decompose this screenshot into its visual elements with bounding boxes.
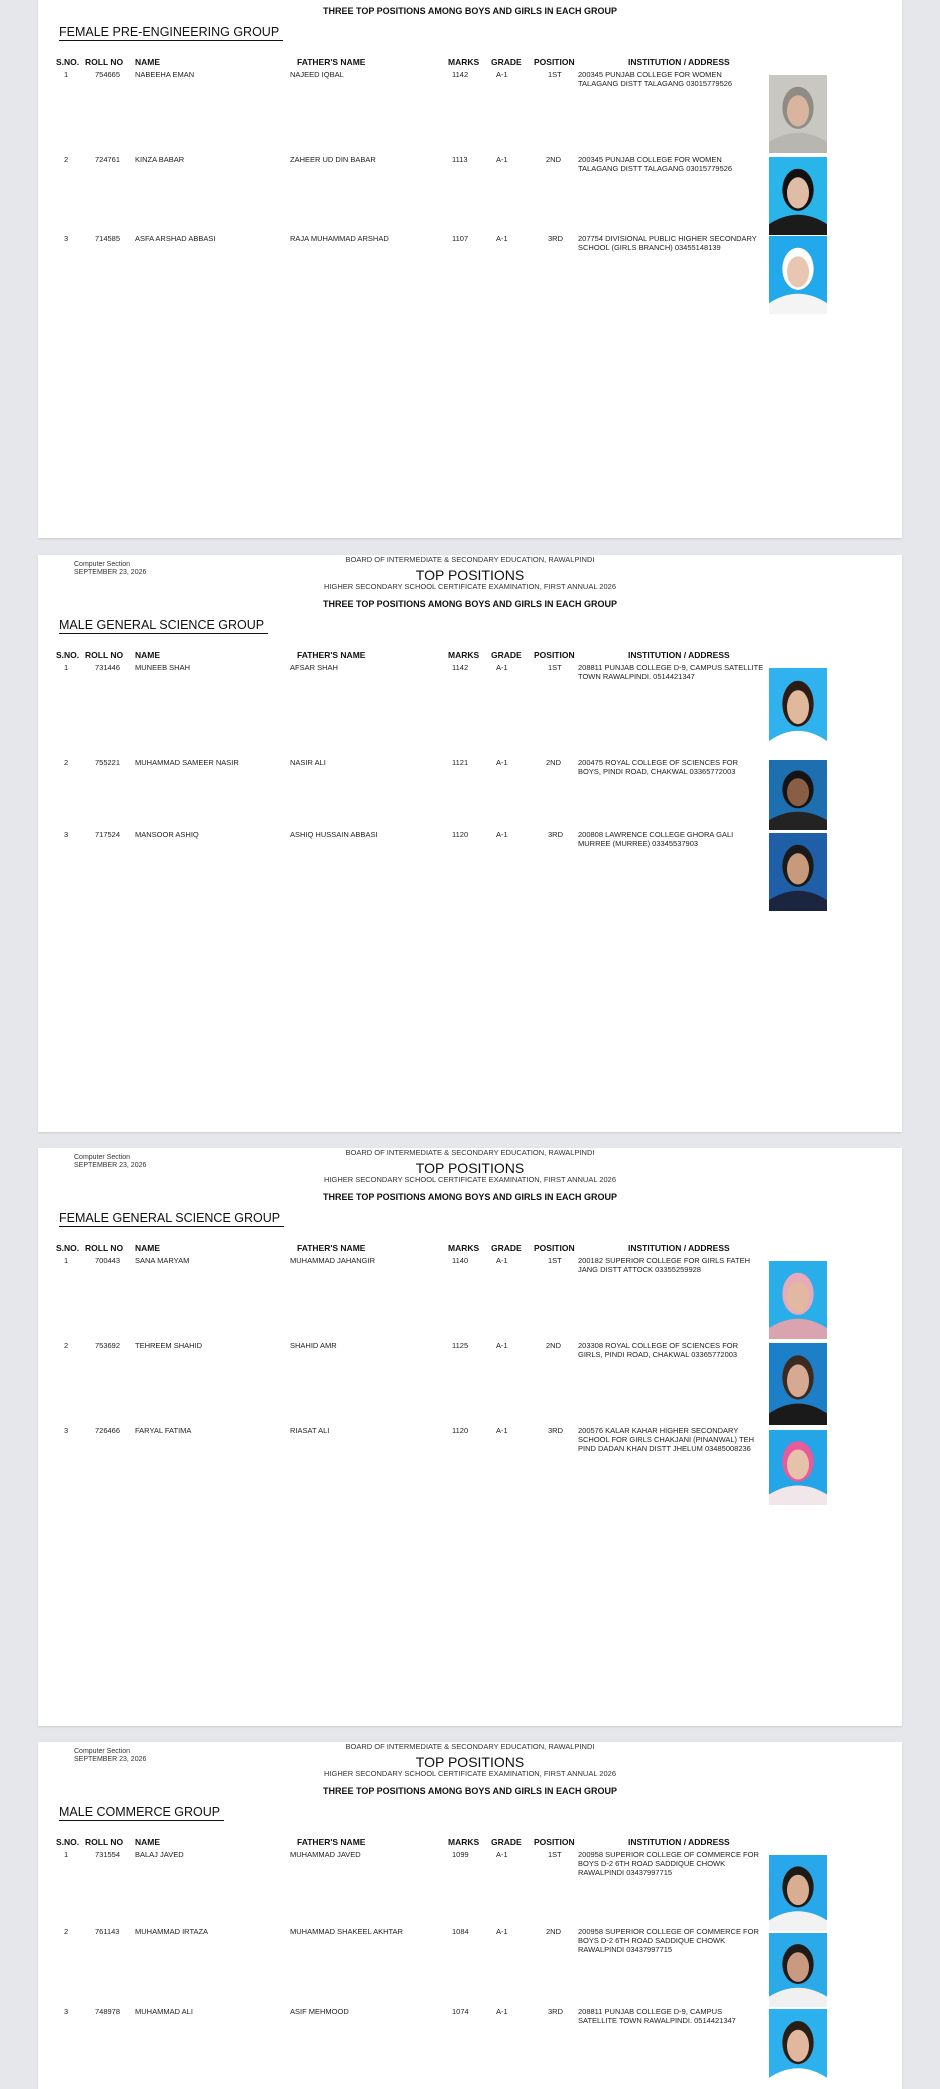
cell-father: ASHIQ HUSSAIN ABBASI xyxy=(290,830,378,839)
face-shape xyxy=(787,778,809,806)
shoulders-shape xyxy=(769,215,827,235)
board-title: BOARD OF INTERMEDIATE & SECONDARY EDUCATION, RAWALPINDI xyxy=(345,555,595,564)
cell-name: MUHAMMAD IRTAZA xyxy=(135,1927,209,1936)
portrait-graphic xyxy=(769,1933,827,2007)
top-positions-title: TOP POSITIONS xyxy=(415,567,525,583)
student-photo xyxy=(769,1855,827,1931)
face-shape xyxy=(787,1281,809,1312)
col-marks: MARKS xyxy=(448,650,480,660)
student-photo xyxy=(769,157,827,235)
shoulders-shape xyxy=(769,2068,827,2089)
date-label: SEPTEMBER 23, 2026 xyxy=(74,1162,147,1169)
student-photo xyxy=(769,668,827,753)
cell-father: NASIR ALI xyxy=(290,758,326,767)
face-shape xyxy=(787,256,809,287)
cell-institution: 200958 SUPERIOR COLLEGE OF COMMERCE FOR BOYS D-2 6TH ROAD SADDIQUE CHOWK RAWALPINDI 03437997715 xyxy=(578,1850,759,1877)
student-photo xyxy=(769,2009,827,2089)
portrait-graphic xyxy=(769,760,827,830)
cell-position: 2ND xyxy=(546,155,562,164)
cell-grade: A-1 xyxy=(496,70,508,79)
group-title: MALE GENERAL SCIENCE GROUP xyxy=(59,618,268,634)
cell-roll: 724761 xyxy=(95,155,121,164)
three-top-heading: THREE TOP POSITIONS AMONG BOYS AND GIRLS IN EACH GROUP xyxy=(322,1192,618,1202)
cell-roll: 748978 xyxy=(95,2007,121,2016)
cell-sno: 1 xyxy=(64,1850,69,1859)
student-photo xyxy=(769,1343,827,1425)
date-label: SEPTEMBER 23, 2026 xyxy=(74,1756,147,1763)
cell-position: 3RD xyxy=(548,234,564,243)
cell-sno: 1 xyxy=(64,70,69,79)
shoulders-shape xyxy=(769,1486,827,1506)
cell-marks: 1125 xyxy=(452,1341,469,1350)
col-father: FATHER'S NAME xyxy=(297,650,366,660)
cell-name: KINZA BABAR xyxy=(135,155,185,164)
face-shape xyxy=(787,1364,809,1397)
cell-position: 3RD xyxy=(548,830,564,839)
portrait-graphic xyxy=(769,833,827,911)
col-father: FATHER'S NAME xyxy=(297,57,366,67)
shoulders-shape xyxy=(769,1404,827,1425)
cell-name: FARYAL FATIMA xyxy=(135,1426,192,1435)
exam-title: HIGHER SECONDARY SCHOOL CERTIFICATE EXAMINATION, FIRST ANNUAL 2026 xyxy=(323,582,616,591)
cell-marks: 1142 xyxy=(452,663,469,672)
cell-position: 1ST xyxy=(548,1850,562,1859)
cell-sno: 2 xyxy=(64,155,69,164)
face-shape xyxy=(787,177,809,208)
col-grade: GRADE xyxy=(491,57,522,67)
cell-name: NABEEHA EMAN xyxy=(135,70,195,79)
shoulders-shape xyxy=(769,1319,827,1339)
col-name: NAME xyxy=(135,650,161,660)
col-grade: GRADE xyxy=(491,650,522,660)
cell-roll: 700443 xyxy=(95,1256,121,1265)
cell-roll: 726466 xyxy=(95,1426,121,1435)
cell-institution: 200808 LAWRENCE COLLEGE GHORA GALI MURREE (MURREE) 03345537903 xyxy=(578,830,734,848)
cell-grade: A-1 xyxy=(496,1927,508,1936)
portrait-graphic xyxy=(769,668,827,753)
col-name: NAME xyxy=(135,1837,161,1847)
group-title: MALE COMMERCE GROUP xyxy=(59,1805,224,1821)
col-father: FATHER'S NAME xyxy=(297,1837,366,1847)
cell-roll: 753692 xyxy=(95,1341,121,1350)
cell-sno: 3 xyxy=(64,1426,69,1435)
col-sno: S.NO. xyxy=(56,57,80,67)
student-photo xyxy=(769,833,827,911)
cell-name: MUHAMMAD SAMEER NASIR xyxy=(135,758,239,767)
three-top-heading: THREE TOP POSITIONS AMONG BOYS AND GIRLS IN EACH GROUP xyxy=(322,1786,618,1796)
cell-name: MANSOOR ASHIQ xyxy=(135,830,199,839)
col-institution: INSTITUTION / ADDRESS xyxy=(628,1243,730,1253)
board-title: BOARD OF INTERMEDIATE & SECONDARY EDUCATION, RAWALPINDI xyxy=(345,1148,595,1157)
cell-grade: A-1 xyxy=(496,234,508,243)
cell-institution: 200576 KALAR KAHAR HIGHER SECONDARY SCHOOL FOR GIRLS CHAKJANI (PINANWAL) TEH PIND DADAN KHAN DISTT JHELUM 03485008236 xyxy=(578,1426,754,1453)
group-title: FEMALE PRE-ENGINEERING GROUP xyxy=(59,25,283,41)
cell-father: RIASAT ALI xyxy=(290,1426,330,1435)
col-grade: GRADE xyxy=(491,1837,522,1847)
col-marks: MARKS xyxy=(448,1837,480,1847)
cell-institution: 200345 PUNJAB COLLEGE FOR WOMEN TALAGANG DISTT TALAGANG 03015779526 xyxy=(578,155,733,173)
cell-position: 2ND xyxy=(546,1927,562,1936)
top-positions-title: TOP POSITIONS xyxy=(415,1754,525,1770)
cell-roll: 731446 xyxy=(95,663,121,672)
cell-sno: 3 xyxy=(64,234,69,243)
face-shape xyxy=(787,853,809,884)
cell-sno: 1 xyxy=(64,1256,69,1265)
student-photo xyxy=(769,75,827,153)
page-3 xyxy=(38,1148,902,1726)
cell-father: NAJEED IQBAL xyxy=(290,70,344,79)
col-institution: INSTITUTION / ADDRESS xyxy=(628,1837,730,1847)
student-photo xyxy=(769,760,827,830)
cell-position: 2ND xyxy=(546,1341,562,1350)
portrait-graphic xyxy=(769,1430,827,1505)
cell-roll: 761143 xyxy=(95,1927,120,1936)
face-shape xyxy=(787,1450,809,1480)
exam-title: HIGHER SECONDARY SCHOOL CERTIFICATE EXAMINATION, FIRST ANNUAL 2026 xyxy=(323,1769,616,1778)
cell-position: 1ST xyxy=(548,663,562,672)
cell-grade: A-1 xyxy=(496,663,508,672)
portrait-graphic xyxy=(769,1261,827,1339)
cell-name: MUHAMMAD ALI xyxy=(135,2007,193,2016)
cell-grade: A-1 xyxy=(496,2007,508,2016)
cell-grade: A-1 xyxy=(496,758,508,767)
cell-institution: 203308 ROYAL COLLEGE OF SCIENCES FOR GIRLS, PINDI ROAD, CHAKWAL 03365772003 xyxy=(578,1341,739,1359)
cell-institution: 207754 DIVISIONAL PUBLIC HIGHER SECONDARY SCHOOL (GIRLS BRANCH) 03455148139 xyxy=(578,234,757,252)
cell-name: TEHREEM SHAHID xyxy=(135,1341,203,1350)
face-shape xyxy=(787,95,809,126)
col-marks: MARKS xyxy=(448,57,480,67)
cell-institution: 208811 PUNJAB COLLEGE D-9, CAMPUS SATELLITE TOWN RAWALPINDI. 0514421347 xyxy=(578,2007,736,2025)
student-photo xyxy=(769,236,827,314)
cell-roll: 717524 xyxy=(95,830,121,839)
shoulders-shape xyxy=(769,133,827,153)
cell-institution: 200345 PUNJAB COLLEGE FOR WOMEN TALAGANG DISTT TALAGANG 03015779526 xyxy=(578,70,733,88)
face-shape xyxy=(787,1952,809,1982)
shoulders-shape xyxy=(769,294,827,314)
cell-name: SANA MARYAM xyxy=(135,1256,190,1265)
cell-father: MUHAMMAD JAHANGIR xyxy=(290,1256,376,1265)
student-photo xyxy=(769,1430,827,1505)
face-shape xyxy=(787,1875,809,1905)
col-sno: S.NO. xyxy=(56,1243,80,1253)
cell-grade: A-1 xyxy=(496,1426,508,1435)
col-roll: ROLL NO xyxy=(85,1243,124,1253)
cell-father: SHAHID AMR xyxy=(290,1341,337,1350)
cell-roll: 755221 xyxy=(95,758,121,767)
student-photo xyxy=(769,1933,827,2007)
cell-roll: 731554 xyxy=(95,1850,121,1859)
exam-title: HIGHER SECONDARY SCHOOL CERTIFICATE EXAMINATION, FIRST ANNUAL 2026 xyxy=(323,1175,616,1184)
col-name: NAME xyxy=(135,1243,161,1253)
cell-marks: 1120 xyxy=(452,830,469,839)
cell-institution: 200182 SUPERIOR COLLEGE FOR GIRLS FATEH JANG DISTT ATTOCK 03355259928 xyxy=(578,1256,751,1274)
cell-name: ASFA ARSHAD ABBASI xyxy=(135,234,216,243)
col-sno: S.NO. xyxy=(56,1837,80,1847)
cell-institution: 200475 ROYAL COLLEGE OF SCIENCES FOR BOYS, PINDI ROAD, CHAKWAL 03365772003 xyxy=(578,758,739,776)
group-title: FEMALE GENERAL SCIENCE GROUP xyxy=(59,1211,284,1227)
board-title: BOARD OF INTERMEDIATE & SECONDARY EDUCATION, RAWALPINDI xyxy=(345,1742,595,1751)
cell-father: MUHAMMAD SHAKEEL AKHTAR xyxy=(290,1927,403,1936)
shoulders-shape xyxy=(769,812,827,830)
cell-grade: A-1 xyxy=(496,1341,508,1350)
cell-position: 1ST xyxy=(548,1256,562,1265)
cell-sno: 3 xyxy=(64,2007,69,2016)
cell-roll: 754665 xyxy=(95,70,121,79)
cell-marks: 1113 xyxy=(452,155,468,164)
shoulders-shape xyxy=(769,731,827,753)
computer-section-label: Computer Section xyxy=(74,561,131,568)
cell-marks: 1074 xyxy=(452,2007,469,2016)
portrait-graphic xyxy=(769,75,827,153)
student-photo xyxy=(769,1261,827,1339)
col-roll: ROLL NO xyxy=(85,1837,124,1847)
computer-section-label: Computer Section xyxy=(74,1154,131,1161)
cell-position: 3RD xyxy=(548,1426,564,1435)
col-grade: GRADE xyxy=(491,1243,522,1253)
cell-father: MUHAMMAD JAVED xyxy=(290,1850,361,1859)
top-positions-title: TOP POSITIONS xyxy=(415,1160,525,1176)
col-position: POSITION xyxy=(534,650,575,660)
portrait-graphic xyxy=(769,157,827,235)
face-shape xyxy=(787,690,809,724)
cell-marks: 1084 xyxy=(452,1927,469,1936)
cell-father: RAJA MUHAMMAD ARSHAD xyxy=(290,234,389,243)
cell-position: 2ND xyxy=(546,758,562,767)
cell-marks: 1120 xyxy=(452,1426,469,1435)
shoulders-shape xyxy=(769,1911,827,1931)
cell-roll: 714585 xyxy=(95,234,121,243)
computer-section-label: Computer Section xyxy=(74,1748,131,1755)
col-roll: ROLL NO xyxy=(85,57,124,67)
col-institution: INSTITUTION / ADDRESS xyxy=(628,57,730,67)
cell-father: ASIF MEHMOOD xyxy=(290,2007,349,2016)
cell-name: BALAJ JAVED xyxy=(135,1850,184,1859)
col-name: NAME xyxy=(135,57,161,67)
page-1 xyxy=(38,0,902,538)
cell-father: ZAHEER UD DIN BABAR xyxy=(290,155,376,164)
cell-position: 1ST xyxy=(548,70,562,79)
cell-father: AFSAR SHAH xyxy=(290,663,338,672)
cell-marks: 1121 xyxy=(452,758,469,767)
three-top-heading: THREE TOP POSITIONS AMONG BOYS AND GIRLS IN EACH GROUP xyxy=(322,6,618,16)
col-institution: INSTITUTION / ADDRESS xyxy=(628,650,730,660)
col-sno: S.NO. xyxy=(56,650,80,660)
face-shape xyxy=(787,2030,809,2062)
cell-marks: 1142 xyxy=(452,70,469,79)
col-position: POSITION xyxy=(534,1837,575,1847)
three-top-heading: THREE TOP POSITIONS AMONG BOYS AND GIRLS IN EACH GROUP xyxy=(322,599,618,609)
cell-name: MUNEEB SHAH xyxy=(135,663,191,672)
page-4 xyxy=(38,1742,902,2089)
cell-sno: 1 xyxy=(64,663,69,672)
cell-marks: 1107 xyxy=(452,234,469,243)
cell-institution: 208811 PUNJAB COLLEGE D-9, CAMPUS SATELLITE TOWN RAWALPINDI. 0514421347 xyxy=(578,663,764,681)
cell-institution: 200958 SUPERIOR COLLEGE OF COMMERCE FOR BOYS D-2 6TH ROAD SADDIQUE CHOWK RAWALPINDI 03437997715 xyxy=(578,1927,759,1954)
col-position: POSITION xyxy=(534,1243,575,1253)
cell-sno: 3 xyxy=(64,830,69,839)
shoulders-shape xyxy=(769,891,827,911)
col-marks: MARKS xyxy=(448,1243,480,1253)
portrait-graphic xyxy=(769,2009,827,2089)
portrait-graphic xyxy=(769,1855,827,1931)
col-position: POSITION xyxy=(534,57,575,67)
cell-sno: 2 xyxy=(64,758,69,767)
cell-marks: 1140 xyxy=(452,1256,469,1265)
portrait-graphic xyxy=(769,236,827,314)
cell-grade: A-1 xyxy=(496,1850,508,1859)
date-label: SEPTEMBER 23, 2026 xyxy=(74,569,147,576)
cell-grade: A-1 xyxy=(496,155,508,164)
page-2 xyxy=(38,555,902,1132)
cell-grade: A-1 xyxy=(496,1256,508,1265)
cell-sno: 2 xyxy=(64,1927,69,1936)
shoulders-shape xyxy=(769,1988,827,2007)
cell-grade: A-1 xyxy=(496,830,508,839)
cell-marks: 1099 xyxy=(452,1850,469,1859)
cell-sno: 2 xyxy=(64,1341,69,1350)
col-roll: ROLL NO xyxy=(85,650,124,660)
col-father: FATHER'S NAME xyxy=(297,1243,366,1253)
cell-position: 3RD xyxy=(548,2007,564,2016)
portrait-graphic xyxy=(769,1343,827,1425)
